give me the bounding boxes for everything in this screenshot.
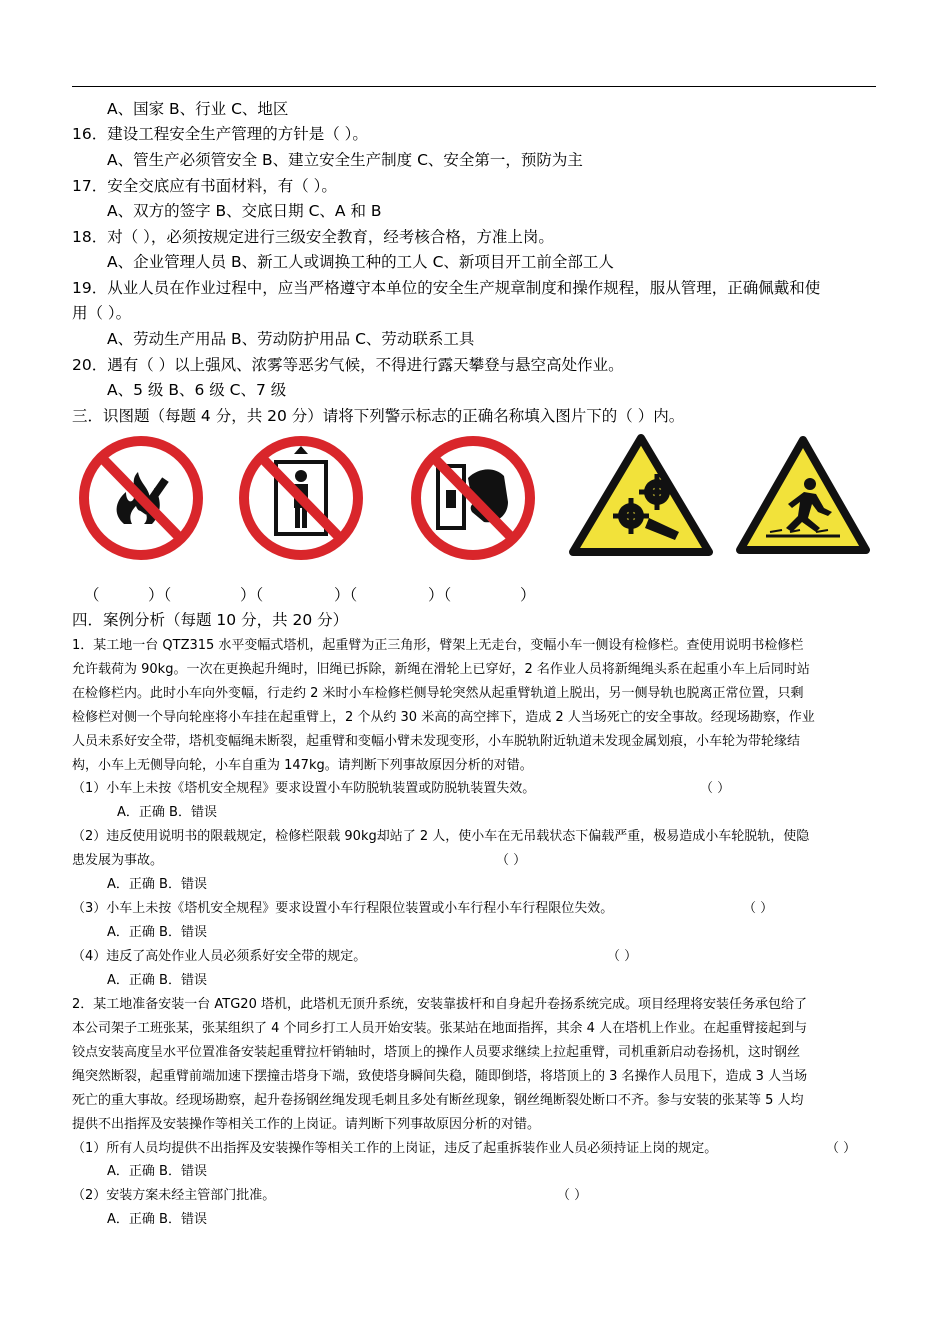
text-line: 绳突然断裂，起重臂前端加速下摆撞击塔身下端，致使塔身瞬间失稳，随即倒塔，将塔顶上的 3 名操作人员甩下，造成 3 人当场 [72,1069,808,1084]
text-line: 四．案例分析（每题 10 分，共 20 分） [72,611,349,629]
text-line: 提供不出指挥及安装操作等相关工作的上岗证。请判断下列事故原因分析的对错。 [72,1117,541,1132]
warning-signs-row [76,432,880,572]
gear-crush-warning-sign-icon [569,432,713,558]
text-line: A．正确 B．错误 [107,1212,207,1227]
text-line: 铰点安装高度呈水平位置准备安装起重臂拉杆销轴时，塔顶上的操作人员要求继续上拉起重臂，司机重新启动卷扬机，这时钢丝 [72,1045,801,1060]
text-line: A、5 级 B、6 级 C、7 级 [107,381,287,399]
no-open-flame-sign-icon [76,432,206,564]
text-line: A．正确 B．错误 [107,1164,207,1179]
text-line: A．正确 B．错误 [117,805,217,820]
text-line: 允许载荷为 90kg。一次在更换起升绳时，旧绳已拆除，新绳在滑轮上已穿好，2 名作业人员将新绳绳头系在起重小车上后同时站 [72,662,810,677]
slip-warning-sign-icon [736,432,870,558]
text-line: 三．识图题（每题 4 分，共 20 分）请将下列警示标志的正确名称填入图片下的（ ）内。 [72,407,685,425]
text-line: （ ） [496,853,527,868]
text-line: 构，小车上无侧导向轮，小车自重为 147kg。请判断下列事故原因分析的对错。 [72,758,533,773]
text-line: A、双方的签字 B、交底日期 C、A 和 B [107,202,382,220]
text-line: （ ） [607,949,638,964]
no-elevator-riding-sign-icon [236,432,366,564]
text-line: A、企业管理人员 B、新工人或调换工种的工人 C、新项目开工前全部工人 [107,253,614,271]
text-line: （ ） [557,1188,588,1203]
no-touch-switch-sign-icon [408,432,538,564]
text-line: （ ） [743,901,774,916]
blank-paren[interactable]: ）（ [240,586,264,604]
text-line: 在检修栏内。此时小车向外变幅，行走约 2 米时小车检修栏侧导轮突然从起重臂轨道上脱出，另一侧导轨也脱离正常位置，只剩 [72,686,804,701]
text-line: 本公司架子工班张某，张某组织了 4 个同乡打工人员开始安装。张某站在地面指挥，其余 4 人在塔机上作业。在起重臂接起到与 [72,1021,808,1036]
text-line: A、管生产必须管安全 B、建立安全生产制度 C、安全第一，预防为主 [107,151,583,169]
text-line: 2．某工地准备安装一台 ATG20 塔机，此塔机无顶升系统，安装靠拔杆和自身起升卷扬系统完成。项目经理将安装任务承包给了 [72,997,807,1012]
text-line: （ ） [700,781,731,796]
text-line: 1．某工地一台 QTZ315 水平变幅式塔机，起重臂为正三角形，臂架上无走台，变幅小车一侧设有检修栏。查使用说明书检修栏 [72,638,804,653]
text-line: 死亡的重大事故。经现场勘察，起升卷扬钢丝绳发现毛刺且多处有断丝现象，钢丝绳断裂处断口不齐。参与安装的张某等 5 人均 [72,1093,804,1108]
header-rule [72,86,876,87]
text-line: （2）违反使用说明书的限载规定，检修栏限载 90kg却站了 2 人，使小车在无吊载状态下偏载严重，极易造成小车轮脱轨，使隐 [72,829,810,844]
text-line: （ ） [826,1141,857,1156]
text-line: 检修栏对侧一个导向轮座将小车挂在起重臂上，2 个从约 30 米高的高空摔下，造成 2 人当场死亡的安全事故。经现场勘察，作业 [72,710,815,725]
blank-paren[interactable]: ） [520,586,536,604]
text-line: 18．对（ ），必须按规定进行三级安全教育，经考核合格，方准上岗。 [72,228,554,246]
text-line: 19．从业人员在作业过程中，应当严格遵守本单位的安全生产规章制度和操作规程，服从管理，正确佩戴和使 [72,279,821,297]
blank-paren[interactable]: ）（ [148,586,172,604]
text-line: A．正确 B．错误 [107,973,207,988]
blank-paren[interactable]: ）（ [428,586,452,604]
text-line: （1）小车上未按《塔机安全规程》要求设置小车防脱轨装置或防脱轨装置失效。 [72,781,536,796]
text-line: 17．安全交底应有书面材料，有（ ）。 [72,177,337,195]
text-line: （4）违反了高处作业人员必须系好安全带的规定。 [72,949,367,964]
text-line: 用（ ）。 [72,304,132,322]
text-line: （1）所有人员均提供不出指挥及安装操作等相关工作的上岗证，违反了起重拆装作业人员必须持证上岗的规定。 [72,1141,718,1156]
text-line: 16．建设工程安全生产管理的方针是（ ）。 [72,125,368,143]
blank-paren[interactable]: ）（ [334,586,358,604]
text-line: A．正确 B．错误 [107,877,207,892]
text-line: 人员未系好安全带，塔机变幅绳未断裂，起重臂和变幅小臂未发现变形，小车脱轨附近轨道未发现金属划痕，小车轮为带轮缘结 [72,734,801,749]
text-line: （3）小车上未按《塔机安全规程》要求设置小车行程限位装置或小车行程小车行程限位失效。 [72,901,614,916]
text-line: （2）安装方案未经主管部门批准。 [72,1188,276,1203]
text-line: 患发展为事故。 [72,853,164,868]
text-line: A、国家 B、行业 C、地区 [107,100,289,118]
text-line: A．正确 B．错误 [107,925,207,940]
text-line: 20．遇有（ ）以上强风、浓雾等恶劣气候，不得进行露天攀登与悬空高处作业。 [72,356,624,374]
blank-paren[interactable]: （ [84,586,100,604]
text-line: A、劳动生产用品 B、劳动防护用品 C、劳动联系工具 [107,330,475,348]
